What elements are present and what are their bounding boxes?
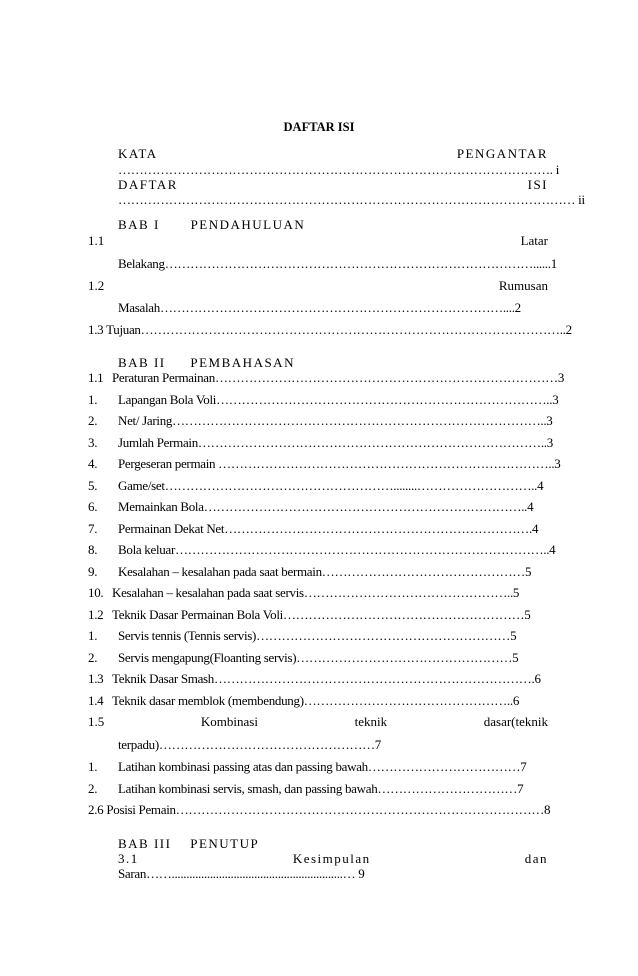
chapter-title: PEMBAHASAN: [190, 355, 295, 370]
entry-text: Net/ Jaring……………………………………………………………………………..3: [118, 413, 553, 428]
toc-entry-3-1: [118, 851, 548, 866]
entry-text: Pergeseran permain ……………………………………………………………………..3: [118, 456, 561, 471]
bab2-entry-row: [88, 435, 553, 450]
entry-number: 1.: [88, 628, 98, 643]
entry-number: 1.5: [88, 714, 105, 729]
entry-number: 1.: [88, 759, 98, 774]
toc-entry-1-3: 1.3 Tujuan………………………………………………………………………………………..2: [88, 322, 572, 337]
entry-text: Permainan Dekat Net……………………………………………………………….4: [118, 520, 539, 536]
entry-number: 8.: [88, 542, 98, 557]
entry-word: teknik: [354, 714, 388, 729]
toc-title: DAFTAR ISI: [283, 120, 355, 134]
chapter-number: BAB III: [118, 836, 172, 851]
entry-label: KATA: [118, 146, 158, 161]
entry-word: Kesimpulan: [292, 851, 371, 866]
entry-number: 1.3: [88, 671, 104, 686]
chapter-number: BAB I: [118, 217, 160, 232]
entry-number: 1.: [88, 391, 98, 407]
bab2-entry-row: [88, 499, 533, 514]
toc-title-wrap: [0, 120, 638, 135]
entry-number: 1.1: [88, 233, 105, 248]
toc-entry-1-5: [88, 714, 548, 729]
entry-text: Lapangan Bola Voli……………………………………………………………………..3: [118, 391, 559, 407]
bab2-entry-row: [88, 564, 531, 579]
bab2-entry-row: [88, 456, 561, 471]
entry-text: Servis tennis (Tennis servis)……………………………………………………5: [118, 628, 517, 643]
bab2-entry-row: [88, 585, 519, 600]
toc-entry-kata-pengantar-dots: …………………………………………………………………………………………. i: [118, 162, 560, 177]
bab3-heading: [118, 836, 259, 851]
entry-number: 1.2: [88, 278, 105, 293]
toc-entry-1-2: [88, 278, 548, 293]
entry-text: Peraturan Permainan………………………………………………………………………3: [112, 370, 565, 385]
bab2-entry-row: [88, 650, 518, 665]
toc-entry-1-2-cont: Masalah………………………………………………………………………....2: [118, 300, 521, 315]
bab2-entry-row: [88, 392, 558, 407]
entry-number: 2.: [88, 413, 98, 428]
entry-text: Latihan kombinasi passing atas dan passing bawah………………………………7: [118, 759, 527, 774]
bab2-entry-row: [88, 607, 530, 622]
entry-word: dasar(teknik: [483, 714, 548, 729]
entry-number: 1.4: [88, 692, 104, 708]
entry-text: Posisi Pemain……………………………………………………………………………8: [106, 802, 551, 817]
entry-text: Teknik Dasar Smash………………………………………………………………….6: [112, 671, 541, 686]
entry-label: Rumusan: [498, 278, 548, 293]
entry-number: 2.: [88, 649, 98, 665]
bab2-entry-row: [88, 521, 538, 536]
entry-text: Kesalahan – kesalahan pada saat servis…………………………………………..5: [112, 585, 520, 600]
entry-text: Jumlah Permain………………………………………………………………………..3: [118, 434, 553, 450]
toc-entry-1-5-cont: terpadu)……………………………………………7: [118, 737, 382, 752]
bab2-entry-row: [88, 671, 541, 686]
entry-text: Kesalahan – kesalahan pada saat bermain…………………………………………5: [118, 563, 532, 579]
entry-label: DAFTAR: [118, 177, 178, 192]
toc-entry-kata-pengantar: [118, 146, 548, 161]
entry-word: dan: [524, 851, 548, 866]
chapter-title: PENDAHULUAN: [190, 217, 306, 232]
entry-number: 7.: [88, 520, 98, 536]
toc-entry-daftar-isi-dots: ……………………………………………………………………………………………… ii: [118, 192, 585, 207]
latihan-entry-row: [88, 759, 526, 774]
bab2-entry-row: [88, 478, 543, 493]
entry-number: 2.6: [88, 802, 104, 817]
entry-label: ISI: [527, 177, 548, 192]
toc-entry-3-1-cont: Saran……..........................................................… 9: [118, 866, 365, 881]
entry-number: 6.: [88, 499, 98, 514]
bab2-entry-row: [88, 628, 516, 643]
entry-text: Bola keluar……………………………………………………………………………..4: [118, 542, 556, 557]
entry-text: Latihan kombinasi servis, smash, dan passing bawah……………………………7: [118, 780, 524, 796]
bab2-entry-row: [88, 413, 553, 428]
toc-entry-2-6: [88, 802, 550, 817]
latihan-entry-row: [88, 781, 523, 796]
entry-number: 9.: [88, 563, 98, 579]
entry-text: Memainkan Bola…………………………………………………………………..4: [118, 499, 534, 514]
entry-number: 3.: [88, 434, 98, 450]
entry-number: 3.1: [118, 851, 139, 866]
entry-text: Game/set………………………………………………........………………………..4: [118, 477, 544, 493]
entry-number: 5.: [88, 477, 98, 493]
toc-entry-daftar-isi: [118, 177, 548, 192]
entry-label: Latar: [520, 233, 548, 248]
bab1-heading: [118, 217, 305, 232]
bab2-entry-row: [88, 542, 555, 557]
chapter-title: PENUTUP: [190, 836, 260, 851]
bab2-entry-row: [88, 693, 519, 708]
bab2-entry-row: [88, 370, 564, 385]
entry-text: Teknik Dasar Permainan Bola Voli…………………………………………………5: [112, 606, 531, 622]
entry-number: 4.: [88, 456, 98, 471]
toc-entry-1-1: [88, 233, 548, 248]
entry-text: Teknik dasar memblok (membendung)…………………………………………..6: [112, 692, 520, 708]
entry-number: 10.: [88, 585, 104, 600]
entry-number: 1.1: [88, 370, 104, 385]
entry-number: 1.2: [88, 606, 104, 622]
bab2-heading: [118, 355, 295, 370]
chapter-number: BAB II: [118, 355, 166, 370]
entry-word: Kombinasi: [200, 714, 258, 729]
entry-label: PENGANTAR: [456, 146, 548, 161]
toc-entry-1-1-cont: Belakang……………………………………………………………………………......1: [118, 256, 557, 271]
entry-number: 2.: [88, 780, 98, 796]
entry-text: Servis mengapung(Floanting servis)……………………………………………5: [118, 649, 519, 665]
